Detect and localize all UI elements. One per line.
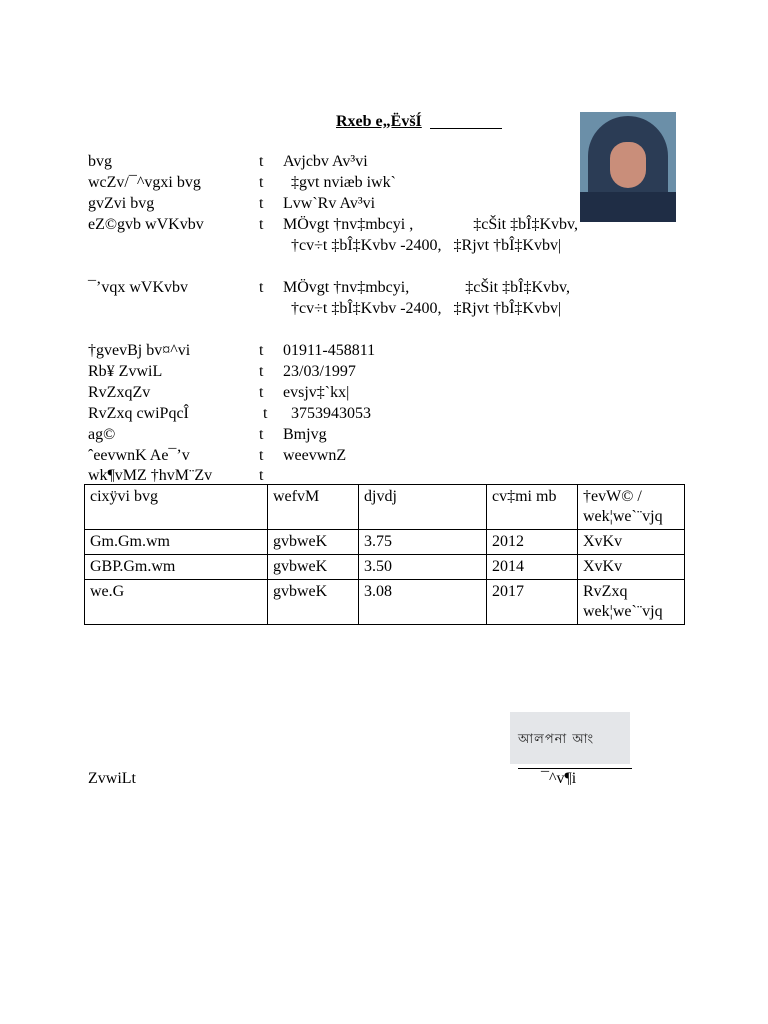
field-value: †cv÷t ‡bÎ‡Kvbv -2400, ‡Rjvt †bÎ‡Kvbv|	[283, 237, 562, 254]
table-cell: gvbweK	[268, 530, 359, 555]
table-header-cell: wefvM	[268, 485, 359, 530]
table-cell: gvbweK	[268, 580, 359, 625]
field-value: MÖvgt †nv‡mbcyi, ‡cŠit ‡bÎ‡Kvbv,	[283, 279, 570, 296]
field-label: wk¶vMZ †hvM¨Zv	[88, 467, 213, 484]
field-label: †gvevBj bv¤^vi	[88, 342, 191, 359]
signature-image	[510, 712, 630, 764]
field-label: Rb¥ ZvwiL	[88, 363, 163, 380]
field-label: eZ©gvb wVKvbv	[88, 216, 204, 233]
table-cell: 2014	[487, 555, 578, 580]
field-value: 01911-458811	[283, 342, 376, 359]
field-value: MÖvgt †nv‡mbcyi , ‡cŠit ‡bÎ‡Kvbv,	[283, 216, 578, 233]
table-header-cell: †evW© / wek¦we`¨vjq	[578, 485, 685, 530]
table-cell: 2012	[487, 530, 578, 555]
table-cell: 3.08	[359, 580, 487, 625]
photo-face	[610, 142, 646, 188]
title-underline	[430, 128, 502, 129]
profile-photo	[580, 112, 676, 222]
field-label: RvZxqZv	[88, 384, 151, 401]
field-value: †cv÷t ‡bÎ‡Kvbv -2400, ‡Rjvt †bÎ‡Kvbv|	[283, 300, 562, 317]
field-label: bvg	[88, 153, 112, 170]
table-row	[85, 580, 685, 625]
field-value: ‡gvt nviæb iwk`	[283, 174, 396, 191]
table-cell: Gm.Gm.wm	[85, 530, 268, 555]
field-label: gvZvi bvg	[88, 195, 155, 212]
field-colon: t	[259, 363, 264, 380]
field-value: 23/03/1997	[283, 363, 356, 380]
table-row	[85, 530, 685, 555]
table-cell: we.G	[85, 580, 268, 625]
field-colon: t	[259, 405, 268, 422]
field-colon: t	[259, 342, 264, 359]
table-row	[85, 555, 685, 580]
field-label: wcZv/¯^vgxi bvg	[88, 174, 201, 191]
field-label: ¯’vqx wVKvbv	[88, 279, 188, 296]
signature-handwriting: আলপনা আং	[518, 732, 595, 747]
table-cell: 2017	[487, 580, 578, 625]
field-value: Lvw`Rv Av³vi	[283, 195, 376, 212]
table-cell: 3.50	[359, 555, 487, 580]
table-header-row	[85, 485, 685, 530]
table-cell: RvZxq wek¦we`¨vjq	[578, 580, 685, 625]
field-label: ˆeevwnK Ae¯’v	[88, 447, 190, 464]
field-value: evsjv‡`kx|	[283, 384, 350, 401]
field-colon: t	[259, 216, 264, 233]
field-value: weevwnZ	[283, 447, 347, 464]
table-cell: GBP.Gm.wm	[85, 555, 268, 580]
field-colon: t	[259, 467, 264, 484]
field-value: Avjcbv Av³vi	[283, 153, 368, 170]
table-cell: XvKv	[578, 530, 685, 555]
field-label: RvZxq cwiPqcÎ	[88, 405, 189, 422]
photo-shoulders	[580, 192, 676, 222]
table-header-cell: cv‡mi mb	[487, 485, 578, 530]
table-header-cell: cixÿvi bvg	[85, 485, 268, 530]
field-colon: t	[259, 195, 264, 212]
date-label: ZvwiLt	[88, 770, 136, 787]
table-cell: XvKv	[578, 555, 685, 580]
field-colon: t	[259, 426, 264, 443]
field-colon: t	[259, 447, 264, 464]
field-value: 3753943053	[283, 405, 371, 422]
signature-label: ¯^v¶i	[541, 770, 577, 787]
field-label: ag©	[88, 426, 116, 443]
table-header-cell: djvdj	[359, 485, 487, 530]
field-colon: t	[259, 384, 264, 401]
field-colon: t	[259, 174, 264, 191]
page-title: Rxeb e„ËvšÍ	[336, 113, 422, 130]
field-colon: t	[259, 153, 264, 170]
education-table	[84, 484, 685, 625]
table-cell: 3.75	[359, 530, 487, 555]
field-colon: t	[259, 279, 264, 296]
table-cell: gvbweK	[268, 555, 359, 580]
field-value: Bmjvg	[283, 426, 327, 443]
